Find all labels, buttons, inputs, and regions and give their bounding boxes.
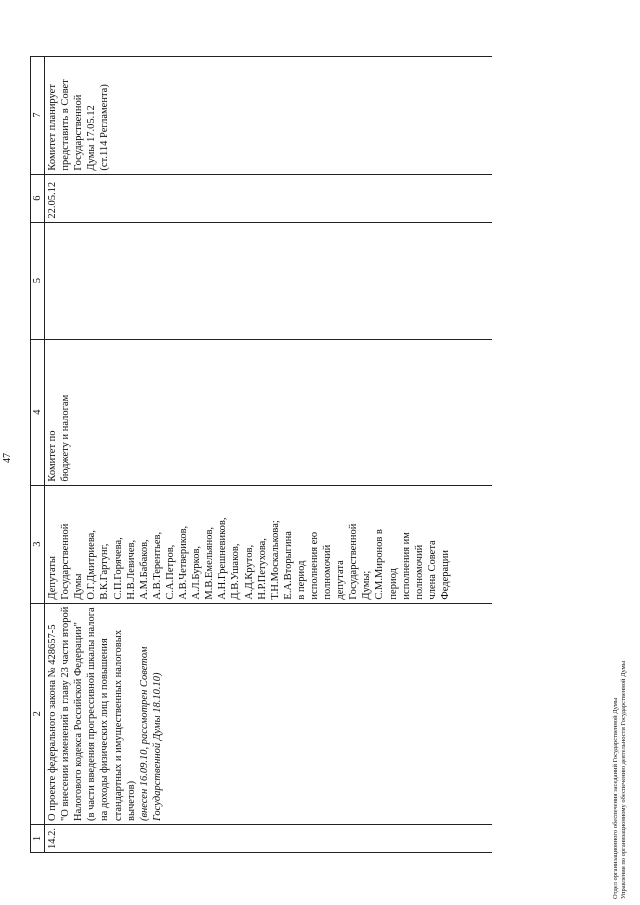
header-col-7: 7	[31, 56, 45, 174]
author-line: исполнения им	[400, 532, 412, 600]
author-line: Д.В.Ушаков,	[230, 543, 242, 600]
col-5-cell	[45, 222, 493, 339]
author-line: Н.Р.Петухова,	[256, 538, 268, 600]
description-line: Налогового кодекса Российской Федерации"	[73, 622, 85, 821]
note-line: Думы 17.05.12	[86, 105, 98, 171]
header-col-3: 3	[31, 485, 45, 603]
author-line: Е.А.Вторыгина	[282, 531, 294, 600]
author-line: А.В.Четвериков,	[178, 525, 190, 600]
author-line: Н.В.Левичев,	[125, 539, 137, 600]
author-line: С.П.Горячева,	[112, 537, 124, 600]
author-line: Государственной	[60, 523, 72, 600]
author-line: полномочий	[322, 544, 334, 600]
note-line: представить в Совет	[60, 79, 72, 171]
author-line: в период	[295, 560, 307, 600]
header-col-6: 6	[31, 174, 45, 222]
author-line: А.Л.Бурков,	[191, 545, 203, 600]
footer-line-2: Управления по организационному обеспечению деятельности Государственной Думы	[620, 660, 627, 899]
description-line: "О внесении изменений в главу 23 части второй	[60, 606, 72, 821]
footer	[612, 661, 628, 899]
committee-note	[45, 56, 493, 174]
author-line: О.Г.Дмитриева,	[86, 530, 98, 600]
row-number: 14.2.	[45, 825, 493, 853]
note-line: Государственной	[73, 94, 85, 171]
author-line: депутата	[335, 560, 347, 600]
footer-line-1: Отдел организационного обеспечения заседаний Государственной Думы	[612, 697, 619, 899]
author-line: В.К.Гартунг,	[99, 543, 111, 600]
table-row	[45, 56, 493, 852]
committee-line: Комитет по	[47, 430, 59, 482]
author-line: А.М.Бабаков,	[138, 539, 150, 600]
author-line: А.Д.Крутов,	[243, 544, 255, 600]
submission-note: Государственной Думы 18.10.10)	[151, 672, 163, 821]
description-line: на доходы физических лиц и повышения	[99, 638, 111, 821]
agenda-table	[30, 56, 492, 853]
author-line: Т.Н.Москалькова;	[269, 520, 281, 600]
description-line: (в части введения прогрессивной шкалы налога	[86, 607, 98, 821]
submission-note: (внесен 16.09.10, рассмотрен Советом	[138, 646, 150, 821]
header-col-1: 1	[31, 825, 45, 853]
description-line: вычетов)	[125, 780, 137, 821]
committee-line: бюджету и налогам	[60, 394, 72, 482]
responsible-committee	[45, 339, 493, 485]
bill-authors	[45, 485, 493, 603]
author-line: С.М.Миронов в	[374, 529, 386, 600]
description-line: стандартных и имущественных налоговых	[112, 629, 124, 821]
header-col-5: 5	[31, 222, 45, 339]
author-line: полномочий	[413, 544, 425, 600]
description-line: О проекте федерального закона № 428657-5	[47, 624, 59, 821]
author-line: исполнения ею	[308, 531, 320, 600]
author-line: члена Совета	[426, 540, 438, 600]
header-col-4: 4	[31, 339, 45, 485]
author-line: Федерации	[439, 549, 451, 600]
author-line: период	[387, 568, 399, 600]
table-header-row	[31, 56, 45, 852]
author-line: Думы;	[361, 570, 373, 600]
note-line: Комитет планирует	[47, 84, 59, 171]
header-col-2: 2	[31, 603, 45, 824]
author-line: Депутаты	[47, 556, 59, 600]
author-line: С.А.Петров,	[164, 544, 176, 600]
date-cell: 22.05.12	[45, 174, 493, 222]
note-line: (ст.114 Регламента)	[99, 84, 111, 171]
page-number: 47	[2, 453, 13, 463]
author-line: М.В.Емельянов,	[204, 526, 216, 600]
author-line: Думы	[73, 573, 85, 600]
author-line: А.Н.Грешневиков,	[217, 517, 229, 600]
author-line: А.В.Терентьев,	[151, 531, 163, 600]
author-line: Государственной	[348, 523, 360, 600]
bill-description	[45, 603, 493, 824]
